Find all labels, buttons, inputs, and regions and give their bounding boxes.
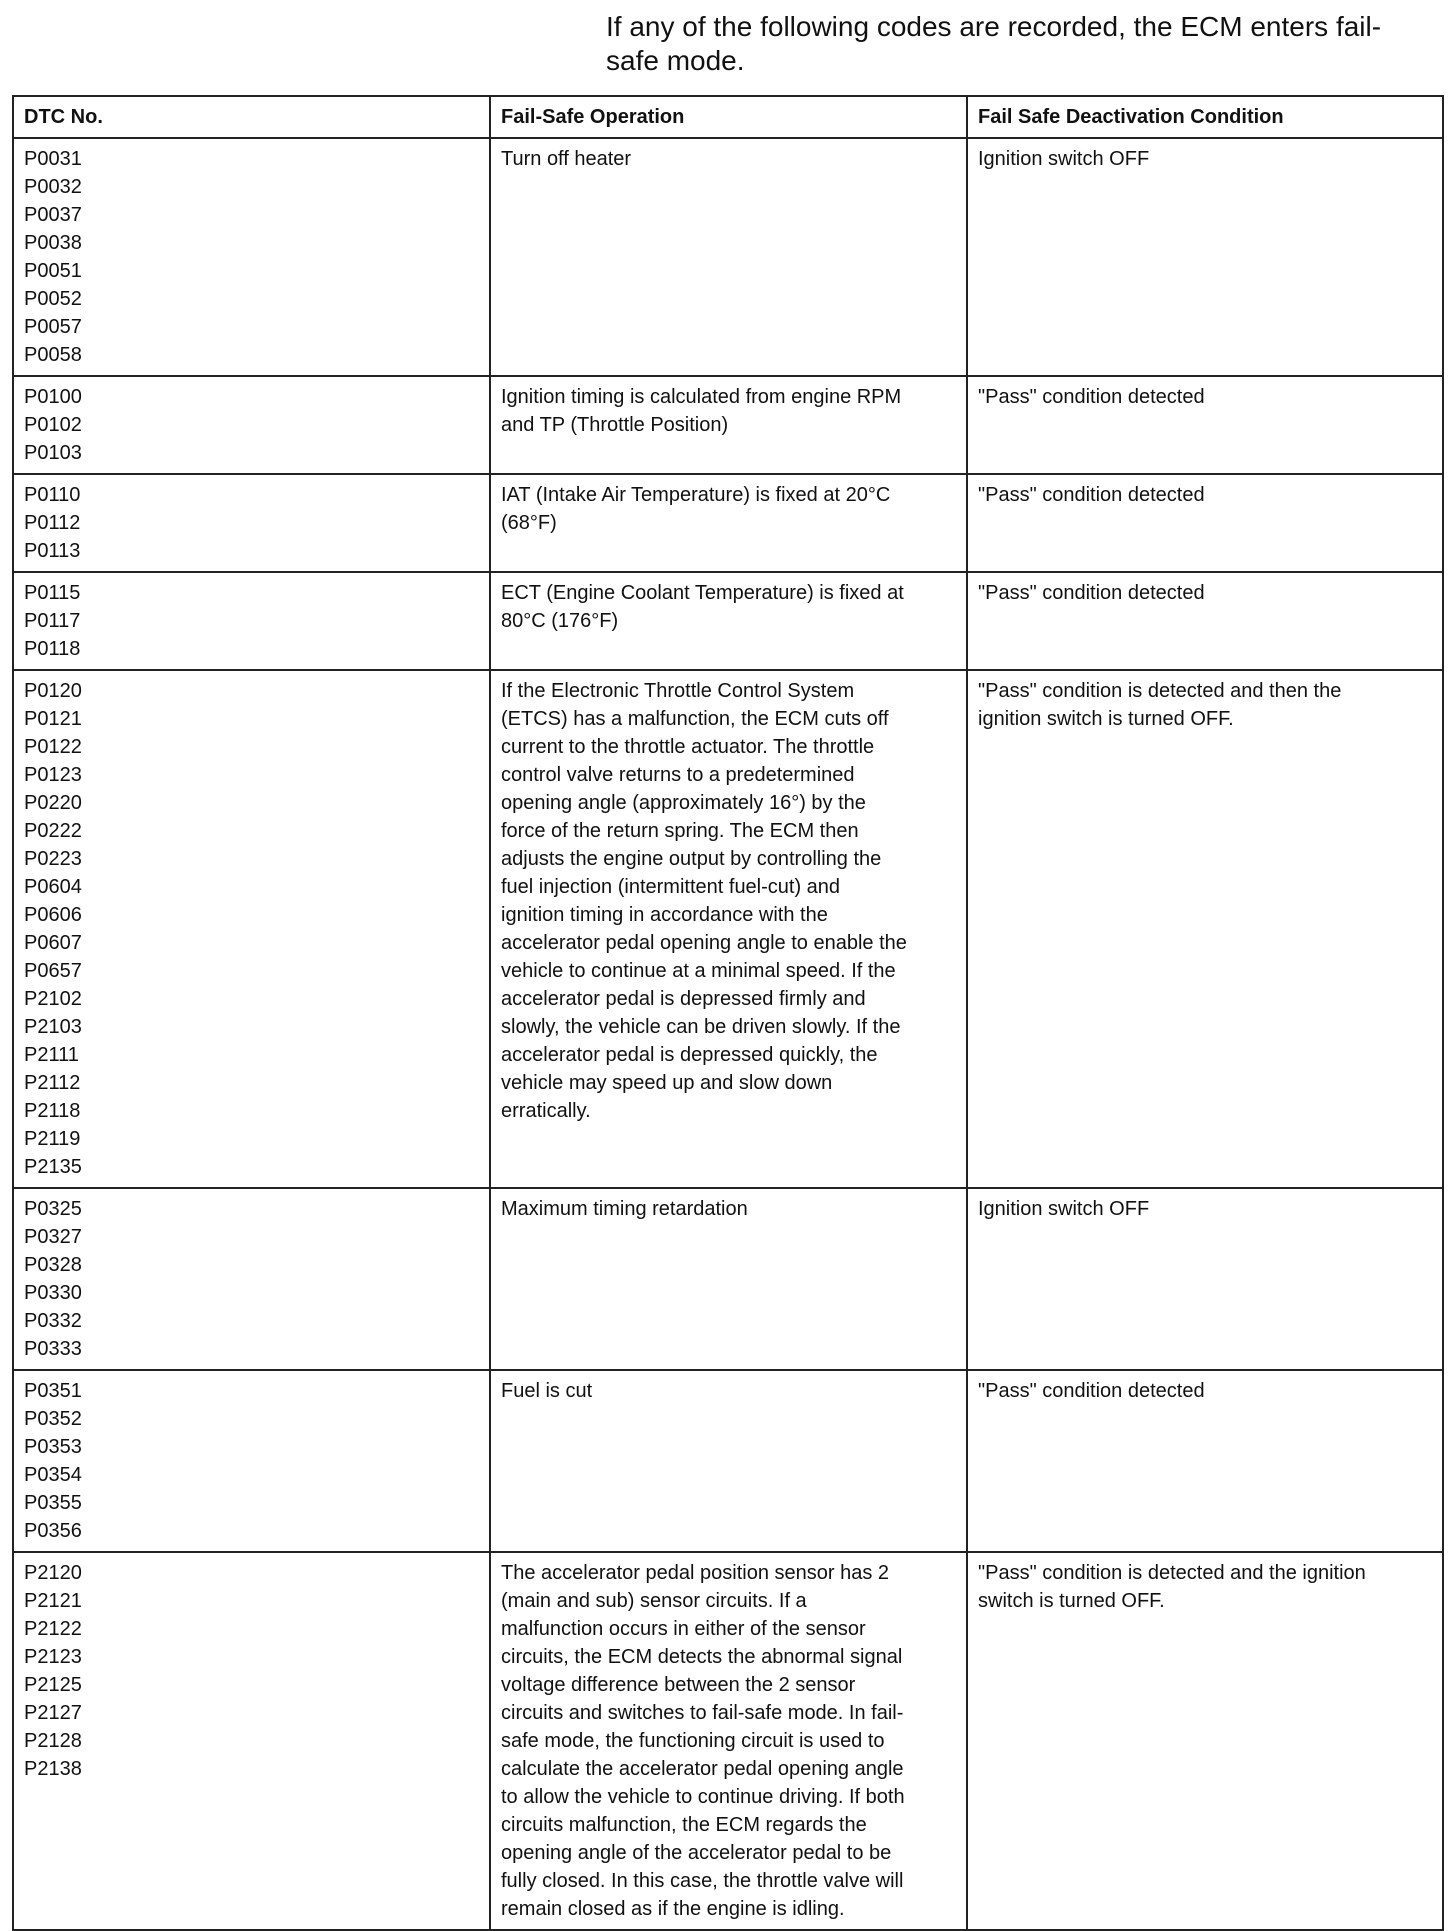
dtc-code: P2123 — [24, 1646, 82, 1668]
dtc-code: P0102 — [24, 414, 82, 436]
dtc-codes-cell — [13, 474, 490, 572]
header-row — [13, 96, 1443, 138]
fail-safe-table — [12, 95, 1444, 1931]
header-deactivation: Fail Safe Deactivation Condition — [967, 96, 1443, 138]
dtc-code: P2118 — [24, 1100, 81, 1122]
dtc-code: P0354 — [24, 1464, 82, 1486]
dtc-codes-cell — [13, 1370, 490, 1552]
deactivation-condition-cell: "Pass" condition detected — [967, 376, 1443, 474]
dtc-code: P0222 — [24, 820, 82, 842]
dtc-code: P2119 — [24, 1128, 81, 1150]
dtc-code: P0052 — [24, 288, 82, 310]
dtc-code: P2135 — [24, 1156, 82, 1178]
deactivation-condition-cell: Ignition switch OFF — [967, 138, 1443, 376]
dtc-code: P0607 — [24, 932, 82, 954]
dtc-code: P0330 — [24, 1282, 82, 1304]
dtc-code: P2111 — [24, 1044, 79, 1066]
intro-text: If any of the following codes are recorded, the ECM enters fail-safe mode. — [606, 11, 1382, 76]
fail-safe-operation-cell: ECT (Engine Coolant Temperature) is fixed at 80°C (176°F) — [490, 572, 967, 670]
dtc-code: P0058 — [24, 344, 82, 366]
dtc-code: P0120 — [24, 680, 82, 702]
dtc-code: P0220 — [24, 792, 82, 814]
dtc-code: P2121 — [24, 1590, 82, 1612]
dtc-code: P0110 — [24, 484, 81, 506]
dtc-codes-cell — [13, 1188, 490, 1370]
dtc-code: P0327 — [24, 1226, 82, 1248]
dtc-code: P0038 — [24, 232, 82, 254]
dtc-code: P2122 — [24, 1618, 82, 1640]
deactivation-condition-cell: "Pass" condition detected — [967, 572, 1443, 670]
deactivation-condition-cell: Ignition switch OFF — [967, 1188, 1443, 1370]
header-dtc: DTC No. — [13, 96, 490, 138]
dtc-code: P0037 — [24, 204, 82, 226]
dtc-code: P0032 — [24, 176, 82, 198]
dtc-code: P2128 — [24, 1730, 82, 1752]
dtc-code: P0657 — [24, 960, 82, 982]
dtc-code: P0112 — [24, 512, 81, 534]
table-body — [13, 138, 1443, 1930]
dtc-code: P0113 — [24, 540, 81, 562]
dtc-code: P0356 — [24, 1520, 82, 1542]
deactivation-condition-cell: "Pass" condition is detected and then the ignition switch is turned OFF. — [967, 670, 1443, 1188]
table-row — [13, 670, 1443, 1188]
dtc-code: P2112 — [24, 1072, 81, 1094]
table-row — [13, 138, 1443, 376]
fail-safe-operation-cell: Fuel is cut — [490, 1370, 967, 1552]
dtc-code: P0325 — [24, 1198, 82, 1220]
dtc-code: P0333 — [24, 1338, 82, 1360]
dtc-code: P0606 — [24, 904, 82, 926]
fail-safe-operation-cell: If the Electronic Throttle Control System (ETCS) has a malfunction, the ECM cuts off current to the throttle actuator. The throttle control valve returns to a predetermined opening angle (approximately 16°) by the force of the return spring. The ECM then adjusts the engine output by controlling the fuel injection (intermittent fuel-cut) and ignition timing in accordance with the accelerator pedal opening angle to enable the vehicle to continue at a minimal speed. If the accelerator pedal is depressed firmly and slowly, the vehicle can be driven slowly. If the accelerator pedal is depressed quickly, the vehicle may speed up and slow down erratically. — [490, 670, 967, 1188]
header-operation: Fail-Safe Operation — [490, 96, 967, 138]
dtc-codes-cell — [13, 572, 490, 670]
dtc-code: P2120 — [24, 1562, 82, 1584]
fail-safe-operation-cell: Ignition timing is calculated from engine RPM and TP (Throttle Position) — [490, 376, 967, 474]
dtc-code: P0332 — [24, 1310, 82, 1332]
dtc-code: P0031 — [24, 148, 82, 170]
table-row — [13, 572, 1443, 670]
dtc-code: P0121 — [24, 708, 82, 730]
dtc-code: P0051 — [24, 260, 82, 282]
dtc-code: P0103 — [24, 442, 82, 464]
dtc-code: P0123 — [24, 764, 82, 786]
dtc-code: P0355 — [24, 1492, 82, 1514]
fail-safe-operation-cell: IAT (Intake Air Temperature) is fixed at 20°C (68°F) — [490, 474, 967, 572]
fail-safe-operation-cell: Turn off heater — [490, 138, 967, 376]
dtc-codes-cell — [13, 1552, 490, 1930]
deactivation-condition-cell: "Pass" condition detected — [967, 1370, 1443, 1552]
dtc-code: P2125 — [24, 1674, 82, 1696]
dtc-code: P0117 — [24, 610, 81, 632]
dtc-code: P2103 — [24, 1016, 82, 1038]
dtc-code: P0118 — [24, 638, 81, 660]
dtc-code: P0122 — [24, 736, 82, 758]
dtc-codes-cell — [13, 376, 490, 474]
dtc-code: P0352 — [24, 1408, 82, 1430]
dtc-code: P0351 — [24, 1380, 82, 1402]
dtc-codes-cell — [13, 138, 490, 376]
dtc-code: P0223 — [24, 848, 82, 870]
deactivation-condition-cell: "Pass" condition is detected and the ignition switch is turned OFF. — [967, 1552, 1443, 1930]
table-row — [13, 474, 1443, 572]
table-row — [13, 1552, 1443, 1930]
fail-safe-operation-cell: The accelerator pedal position sensor has 2 (main and sub) sensor circuits. If a malfunction occurs in either of the sensor circuits, the ECM detects the abnormal signal voltage difference between the 2 sensor circuits and switches to fail-safe mode. In fail- safe mode, the functioning circuit is used to calculate the accelerator pedal opening angle to allow the vehicle to continue driving. If both circuits malfunction, the ECM regards the opening angle of the accelerator pedal to be fully closed. In this case, the throttle valve will remain closed as if the engine is idling. — [490, 1552, 967, 1930]
dtc-codes-cell — [13, 670, 490, 1188]
table-row — [13, 1188, 1443, 1370]
dtc-code: P0353 — [24, 1436, 82, 1458]
dtc-code: P2102 — [24, 988, 82, 1010]
table-row — [13, 376, 1443, 474]
dtc-code: P2127 — [24, 1702, 82, 1724]
dtc-code: P2138 — [24, 1758, 82, 1780]
dtc-code: P0328 — [24, 1254, 82, 1276]
dtc-code: P0100 — [24, 386, 82, 408]
fail-safe-operation-cell: Maximum timing retardation — [490, 1188, 967, 1370]
dtc-code: P0057 — [24, 316, 82, 338]
deactivation-condition-cell: "Pass" condition detected — [967, 474, 1443, 572]
dtc-code: P0604 — [24, 876, 82, 898]
table-row — [13, 1370, 1443, 1552]
dtc-code: P0115 — [24, 582, 81, 604]
